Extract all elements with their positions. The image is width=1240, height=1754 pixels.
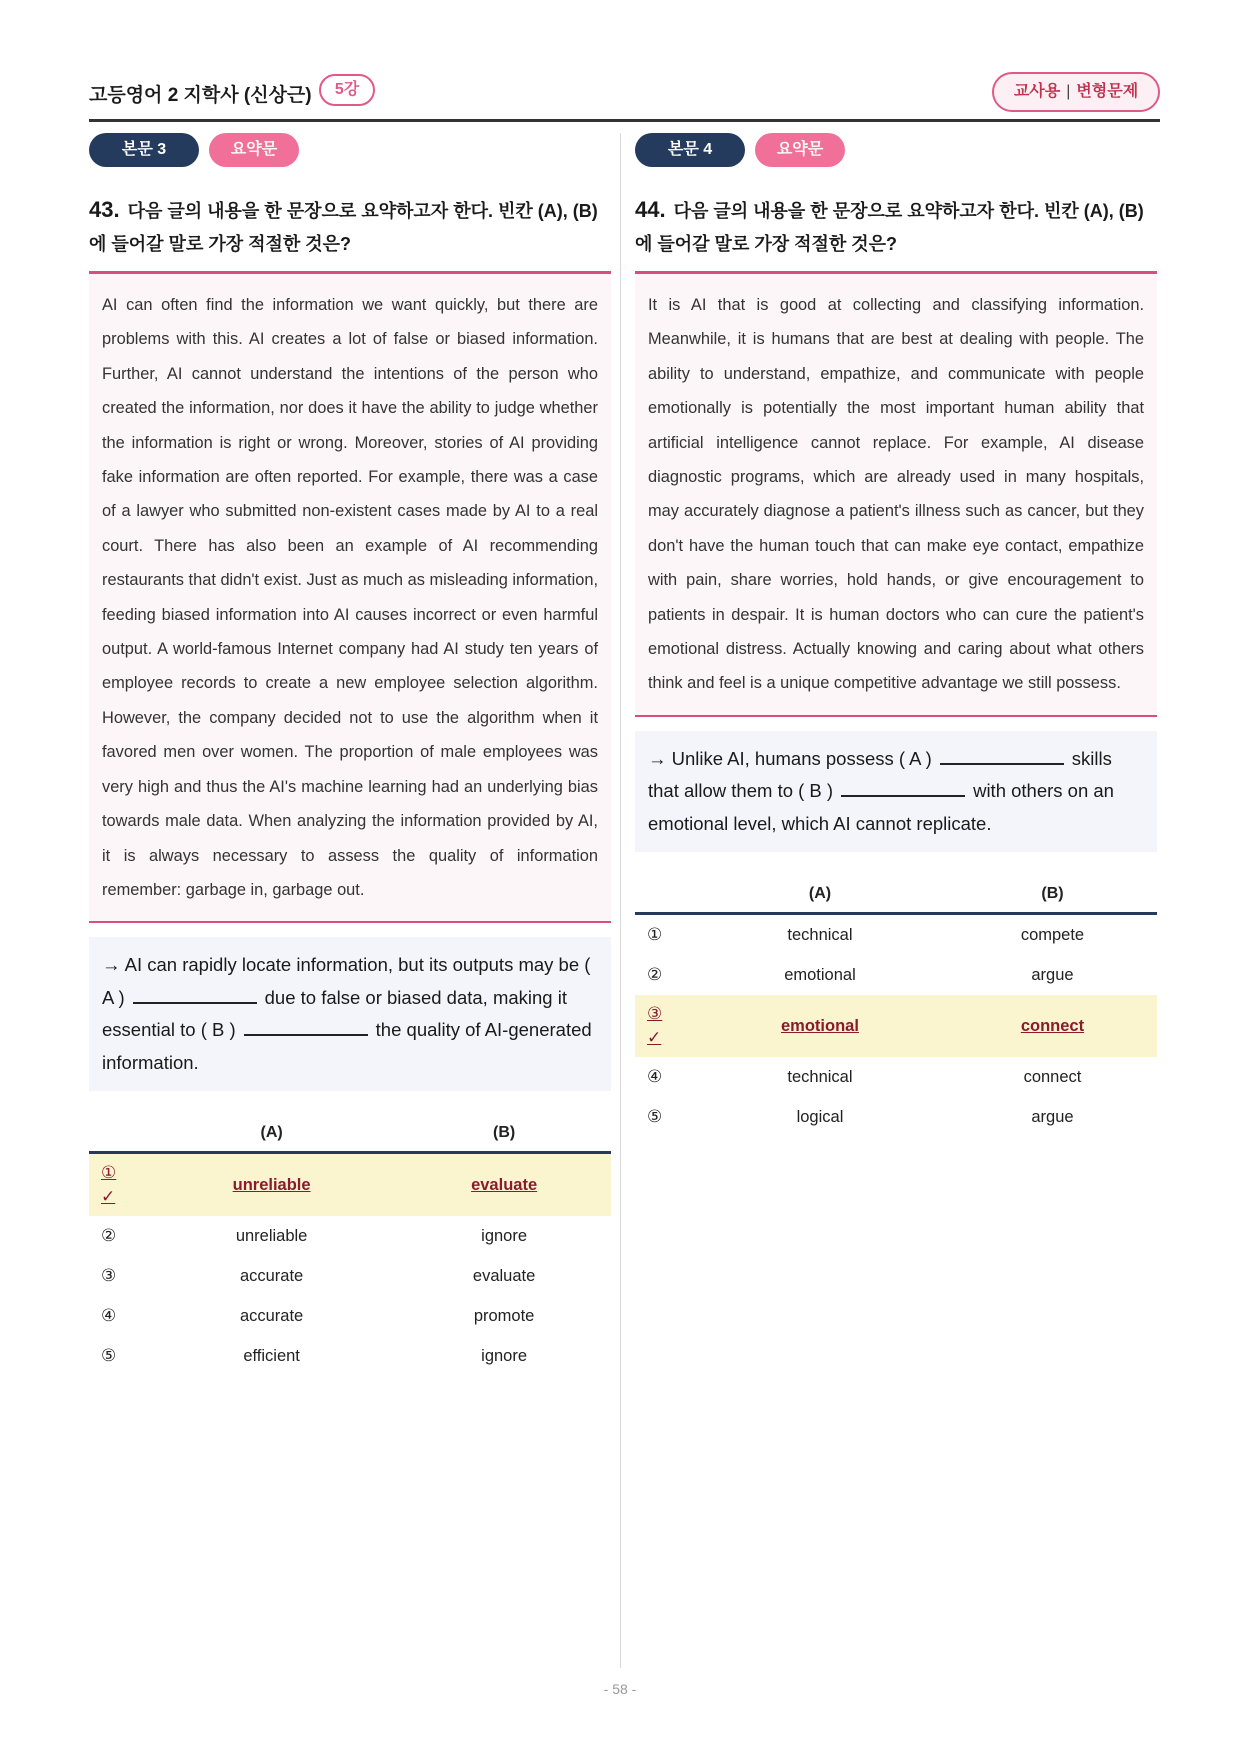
choice-b: argue [1031,965,1074,984]
blank-b [244,1016,368,1036]
blank-a [133,984,257,1004]
choice-row[interactable] [89,1216,611,1256]
summary-part-2: due to false or biased data, making it essential to ( B ) [102,986,567,1041]
passage: AI can often find the information we want quickly, but there are problems with this. AI creates a lot of false or biased information. Further, AI cannot understand the intentions of the person who created the information, nor does it have the ability to judge whether the information is right or wrong. Moreover, stories of AI providing fake information are often reported. For example, there was a case of a lawyer who submitted non-existent cases made by AI to a real court. There has also been an example of AI recommending restaurants that didn't exist. Just as much as misleading information, feeding biased information into AI causes incorrect or even harmful output. A world-famous Internet company had AI study ten years of employee records to create a new employee selection algorithm. However, the company decided not to use the algorithm when it favored men over women. The proportion of male employees was very high and thus the AI's machine learning had an underlying bias towards male data. When analyzing the information provided by AI, it is always necessary to assess the quality of information remember: garbage in, garbage out. [89,274,611,921]
choice-a: emotional [784,965,856,984]
header-divider [89,119,1160,122]
choice-row[interactable] [635,1057,1157,1097]
choice-b: ignore [481,1346,528,1365]
textbook-title: 고등영어 2 지학사 (신상근) [89,85,312,106]
choice-a: efficient [243,1346,300,1365]
choice-number: ③ [101,1266,117,1286]
choice-a: unreliable [146,1153,397,1217]
choice-row-answer[interactable] [635,995,1157,1057]
edition-badge [992,72,1160,112]
choice-row[interactable] [635,955,1157,995]
question-text: 다음 글의 내용을 한 문장으로 요약하고자 한다. 빈칸 (A), (B)에 들어갈 말로 가장 적절한 것은? [635,201,1144,254]
type-tag: 요약문 [755,133,845,167]
choice-a: accurate [239,1306,304,1325]
choice-a: logical [796,1107,844,1126]
question-text: 다음 글의 내용을 한 문장으로 요약하고자 한다. 빈칸 (A), (B)에 들어갈 말로 가장 적절한 것은? [89,201,598,254]
section-tag: 본문 4 [635,133,745,167]
choice-number: ④ [647,1067,663,1087]
choice-b: evaluate [397,1153,611,1217]
column-divider [620,133,621,1668]
blank-a [940,745,1064,765]
choice-row[interactable] [89,1336,611,1376]
column-b-header: (B) [397,1115,611,1153]
choice-number: ⑤ [647,1107,663,1127]
choice-number: ① [647,925,663,945]
choice-row[interactable] [89,1296,611,1336]
page-header [89,72,1160,120]
choice-row[interactable] [635,914,1157,956]
check-icon: ✓ [647,1028,662,1048]
choice-b: argue [1031,1107,1074,1126]
passage: It is AI that is good at collecting and classifying information. Meanwhile, it is humans that are best at dealing with people. The ability to understand, empathize, and communicate with people emotionally is potentially the most important human ability that artificial intelligence cannot replace. For example, AI disease diagnostic programs, which are already used in many hospitals, may accurately diagnose a patient's illness such as cancer, but they don't have the human touch that can make eye contact, empathize with pain, share worries, hold hands, or give encouragement to patients in despair. It is human doctors who can cure the patient's emotional distress. Actually knowing and caring about what others think and feel is a unique competitive advantage we still possess. [635,274,1157,715]
choices-table [89,1115,611,1376]
badge-teacher-label: 교사용 [1013,83,1061,100]
choice-number: ⑤ [101,1346,117,1366]
question-43-column [89,133,611,1376]
choice-row[interactable] [635,1097,1157,1137]
choice-number: ① [101,1163,117,1183]
choice-b: ignore [481,1226,528,1245]
summary-part-2: skills that allow them to ( B ) [648,747,1112,802]
summary-part-3: with others on an emotional level, which AI cannot replicate. [648,780,1114,834]
choices-table [635,876,1157,1137]
summary-box [89,937,611,1091]
choice-b: compete [1020,925,1085,944]
choice-a: unreliable [235,1226,308,1245]
choice-a: accurate [239,1266,304,1285]
summary-box [635,731,1157,853]
question-number: 44. [635,197,666,222]
choice-b: evaluate [472,1266,536,1285]
choice-row-answer[interactable] [89,1153,611,1217]
blank-b [841,777,965,797]
summary-part-3: the quality of AI-generated information. [102,1019,592,1073]
section-tag: 본문 3 [89,133,199,167]
choice-a: technical [787,1067,853,1086]
choice-a: emotional [692,995,948,1057]
choice-a: technical [787,925,853,944]
page-number: - 58 - [603,1681,637,1697]
summary-part-1: → Unlike AI, humans possess ( A ) [648,747,932,769]
choice-b: promote [473,1306,535,1325]
choice-row[interactable] [89,1256,611,1296]
column-a-header: (A) [146,1115,397,1153]
choice-number: ② [647,965,663,985]
badge-type-label: 변형문제 [1076,83,1139,100]
choice-number: ③ [647,1004,663,1024]
type-tag: 요약문 [209,133,299,167]
question-44-column [635,133,1157,1137]
choice-b: connect [1023,1067,1082,1086]
question-prompt [89,193,611,261]
choice-number: ② [101,1226,117,1246]
choice-b: connect [948,995,1157,1057]
passage-rule [635,715,1157,717]
choice-number: ④ [101,1306,117,1326]
question-number: 43. [89,197,120,222]
column-b-header: (B) [948,876,1157,914]
lesson-badge: 5강 [319,74,375,106]
passage-rule [89,921,611,923]
check-icon: ✓ [101,1187,116,1207]
badge-separator: | [1066,83,1071,100]
summary-part-1: → AI can rapidly locate information, but its outputs may be ( A ) [102,954,591,1008]
question-prompt [635,193,1157,261]
column-a-header: (A) [692,876,948,914]
